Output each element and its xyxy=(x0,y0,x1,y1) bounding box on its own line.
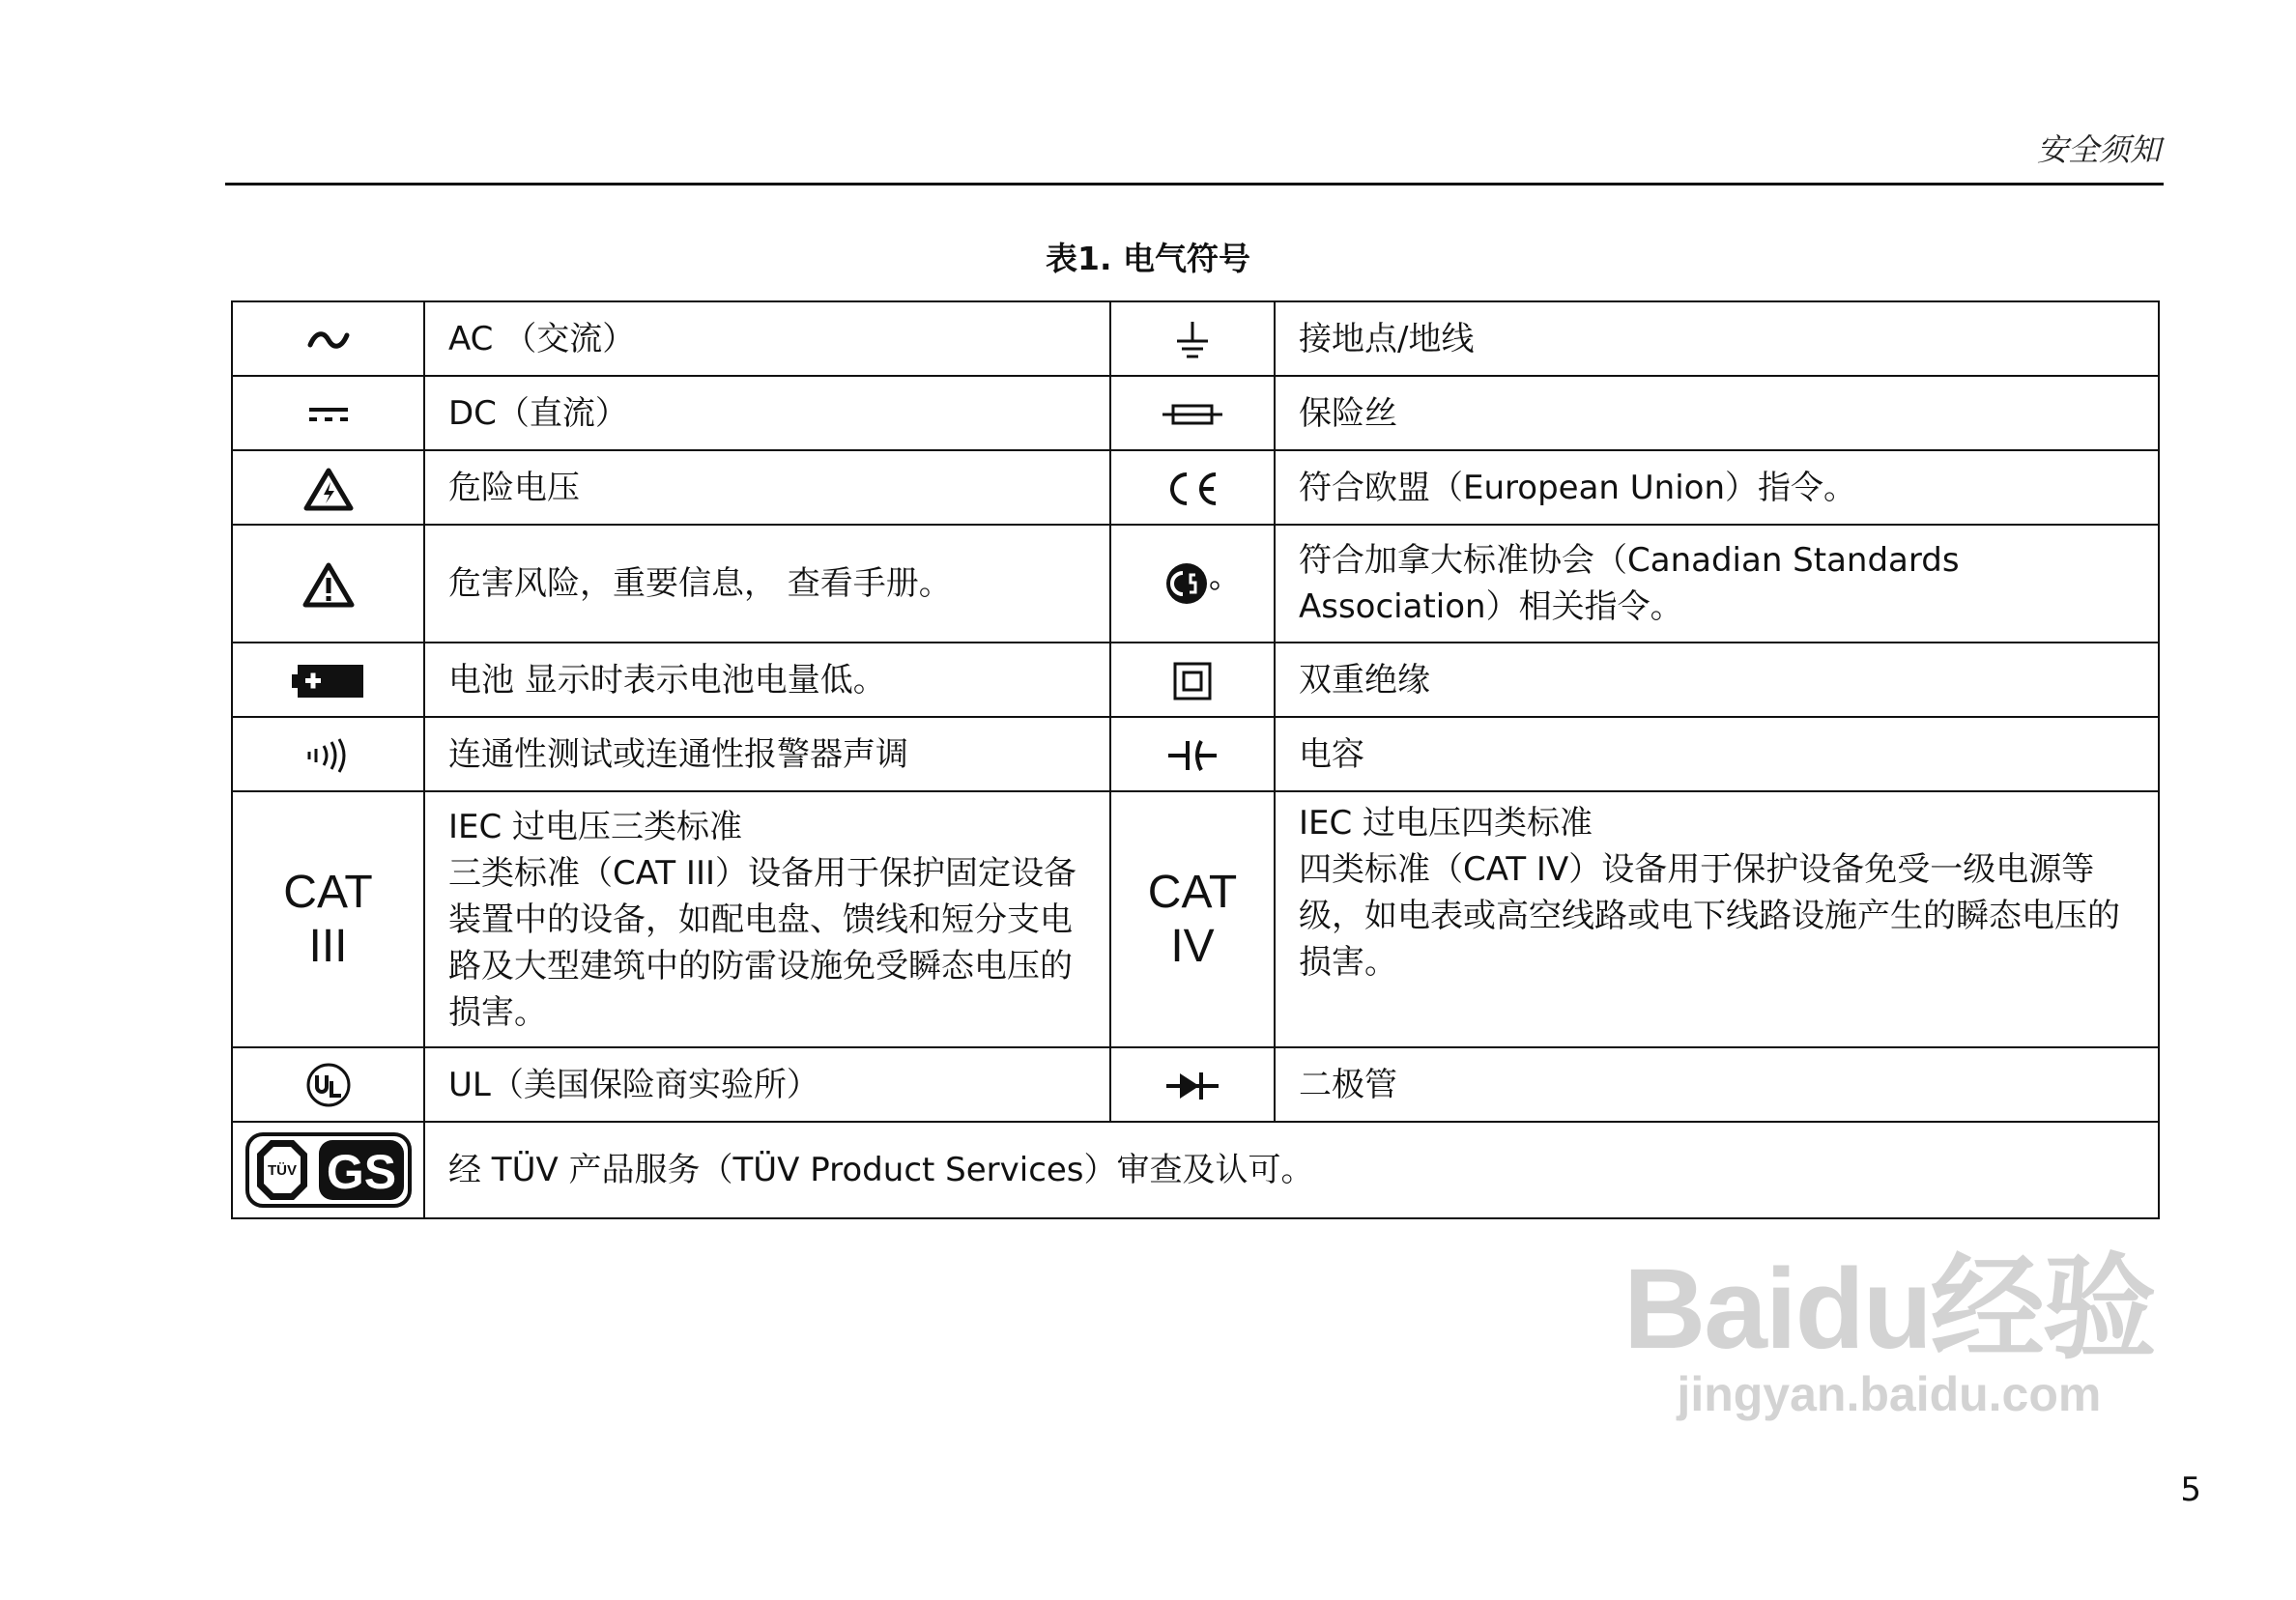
cat-iii-label: CAT III xyxy=(283,866,373,972)
description-cell xyxy=(424,791,1110,1047)
description-cell: 电容 xyxy=(1275,717,2159,791)
double-insulation-icon xyxy=(1173,662,1212,700)
symbol-cell xyxy=(1110,376,1275,450)
warning-triangle-icon xyxy=(302,561,355,608)
symbol-cell xyxy=(1110,791,1275,1047)
symbol-cell xyxy=(232,450,424,525)
description-cell: 保险丝 xyxy=(1275,376,2159,450)
symbol-cell xyxy=(1110,717,1275,791)
symbol-cell xyxy=(232,376,424,450)
page-number: 5 xyxy=(2180,1471,2201,1509)
symbols-table xyxy=(231,300,2160,1219)
description-cell: 双重绝缘 xyxy=(1275,643,2159,717)
symbol-cell xyxy=(1110,450,1275,525)
description-cell: 危险电压 xyxy=(424,450,1110,525)
header-title: 安全须知 xyxy=(2036,131,2161,168)
description-cell: 经 TÜV 产品服务（TÜV Product Services）审查及认可。 xyxy=(424,1122,2159,1218)
symbol-cell xyxy=(232,301,424,376)
capacitor-icon xyxy=(1166,737,1219,774)
header-rule xyxy=(225,183,2164,186)
cat-title: IEC 过电压四类标准 xyxy=(1299,804,1593,843)
fuse-icon xyxy=(1161,402,1224,427)
description-cell: 接地点/地线 xyxy=(1275,301,2159,376)
watermark-url: jingyan.baidu.com xyxy=(1677,1367,2102,1421)
description-cell: 二极管 xyxy=(1275,1047,2159,1122)
cat-description: 三类标准（CAT III）设备用于保护固定设备装置中的设备，如配电盘、馈线和短分支电路及大型建筑中的防雷设施免受瞬态电压的损害。 xyxy=(448,853,1077,1032)
symbol-cell xyxy=(232,1047,424,1122)
ac-tilde-icon xyxy=(306,328,351,353)
ul-mark-icon xyxy=(305,1062,352,1108)
svg-text:TÜV: TÜV xyxy=(267,1162,297,1179)
symbol-cell xyxy=(232,643,424,717)
cat-title: IEC 过电压三类标准 xyxy=(448,807,743,846)
description-cell: DC（直流） xyxy=(424,376,1110,450)
symbol-cell xyxy=(1110,643,1275,717)
cat-iv-label: CAT IV xyxy=(1147,866,1238,972)
watermark-brand: Baidu经验 xyxy=(1623,1245,2155,1373)
description-cell xyxy=(1275,791,2159,1047)
symbol-cell xyxy=(1110,301,1275,376)
svg-text:GS: GS xyxy=(326,1145,396,1199)
battery-icon xyxy=(292,663,365,700)
description-cell: 符合加拿大标准协会（Canadian Standards Association）相关指令。 xyxy=(1275,525,2159,643)
tuv-gs-mark-icon xyxy=(245,1132,412,1208)
symbol-cell xyxy=(232,791,424,1047)
symbol-cell xyxy=(232,717,424,791)
cat-description: 四类标准（CAT IV）设备用于保护设备免受一级电源等级，如电表或高空线路或电下线路设施产生的瞬态电压的损害。 xyxy=(1299,850,2120,982)
ground-icon xyxy=(1173,320,1212,360)
description-cell: 连通性测试或连通性报警器声调 xyxy=(424,717,1110,791)
description-cell: 符合欧盟（European Union）指令。 xyxy=(1275,450,2159,525)
dc-icon xyxy=(307,405,350,424)
continuity-beeper-icon xyxy=(304,737,353,774)
description-cell: AC （交流） xyxy=(424,301,1110,376)
table-row xyxy=(232,301,2159,376)
diode-icon xyxy=(1164,1070,1220,1102)
table-row xyxy=(232,791,2159,1047)
description-cell: UL（美国保险商实验所） xyxy=(424,1047,1110,1122)
table-row xyxy=(232,525,2159,643)
symbol-cell xyxy=(232,1122,424,1218)
table-row xyxy=(232,450,2159,525)
symbol-cell xyxy=(232,525,424,643)
hazardous-voltage-icon xyxy=(303,467,354,511)
description-cell: 电池 显示时表示电池电量低。 xyxy=(424,643,1110,717)
baidu-watermark xyxy=(1623,1245,2155,1421)
csa-mark-icon xyxy=(1163,559,1221,608)
table-row xyxy=(232,717,2159,791)
table-caption: 表1. 电气符号 xyxy=(1046,240,1250,277)
symbol-cell xyxy=(1110,1047,1275,1122)
table-row xyxy=(232,643,2159,717)
symbol-cell xyxy=(1110,525,1275,643)
table-row xyxy=(232,1047,2159,1122)
table-row xyxy=(232,1122,2159,1218)
description-cell: 危害风险，重要信息， 查看手册。 xyxy=(424,525,1110,643)
table-row xyxy=(232,376,2159,450)
ce-mark-icon xyxy=(1163,470,1221,508)
